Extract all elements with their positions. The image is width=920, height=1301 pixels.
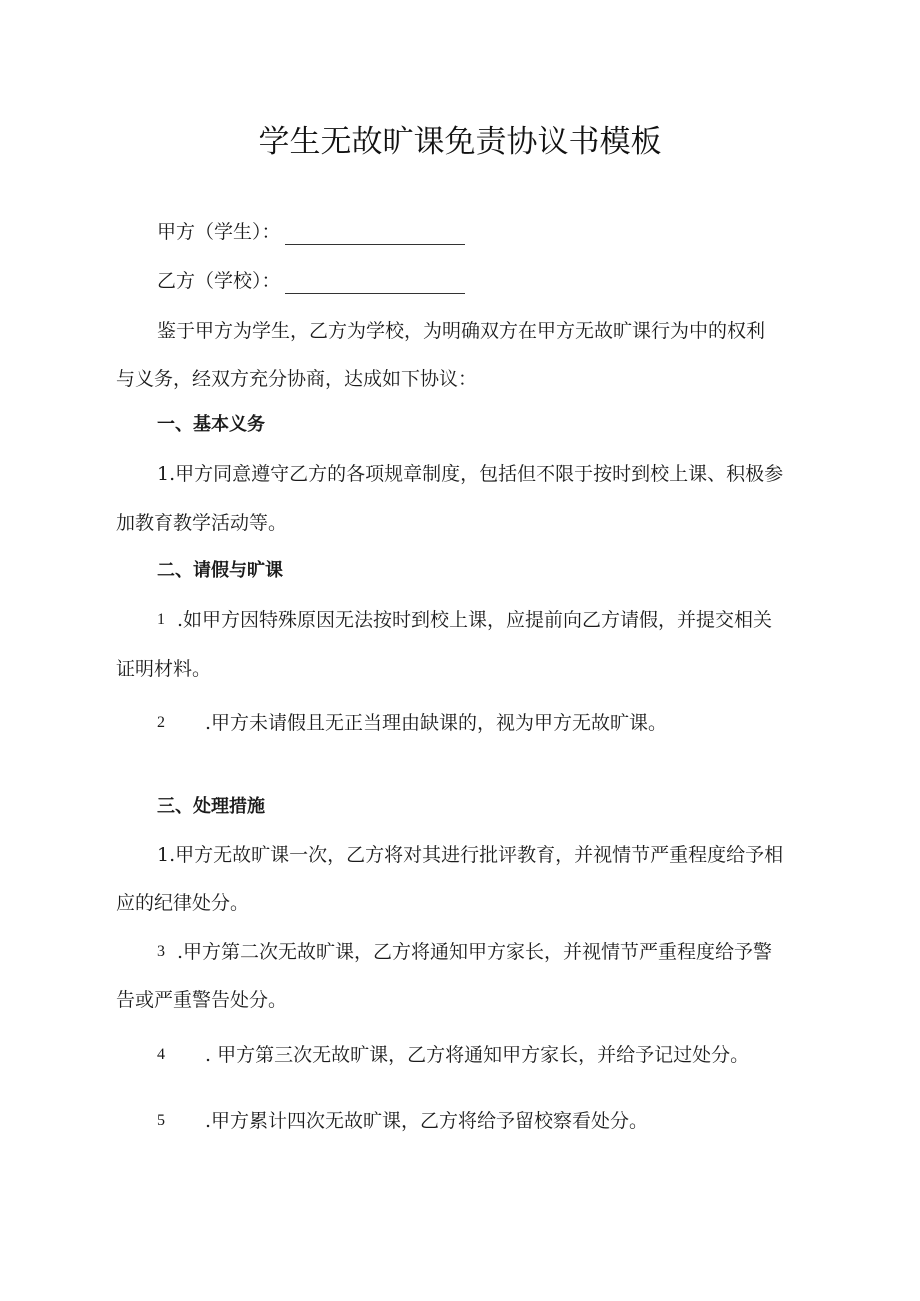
intro-line-2: 与义务，经双方充分协商，达成如下协议： bbox=[116, 368, 478, 390]
section-1-item-1-line-2: 加教育教学活动等。 bbox=[116, 512, 288, 534]
document-title: 学生无故旷课免责协议书模板 bbox=[258, 124, 662, 160]
section-3-item-1-line-1: 1.甲方无故旷课一次，乙方将对其进行批评教育，并视情节严重程度给予相 bbox=[157, 844, 784, 866]
party-a-blank bbox=[285, 224, 465, 245]
section-3-item-5-number: 5 bbox=[157, 1112, 165, 1129]
section-3-item-4-number: 4 bbox=[157, 1046, 165, 1063]
section-2-heading: 二、请假与旷课 bbox=[157, 560, 283, 581]
section-1-heading: 一、基本义务 bbox=[157, 414, 265, 435]
party-a-line bbox=[157, 219, 465, 245]
section-3-item-3-line-1: .甲方第二次无故旷课，乙方将通知甲方家长，并视情节严重程度给予警 bbox=[177, 941, 773, 963]
section-1-item-1-line-1: 1.甲方同意遵守乙方的各项规章制度，包括但不限于按时到校上课、积极参 bbox=[157, 463, 784, 485]
party-a-label: 甲方（学生）： bbox=[157, 221, 281, 243]
section-3-item-1-line-2: 应的纪律处分。 bbox=[116, 892, 250, 914]
section-3-item-4-line-1: . 甲方第三次无故旷课，乙方将通知甲方家长，并给予记过处分。 bbox=[205, 1044, 750, 1066]
section-3-item-3-number: 3 bbox=[157, 943, 165, 960]
section-2-item-2-number: 2 bbox=[157, 714, 165, 731]
section-2-item-1-number: 1 bbox=[157, 611, 165, 628]
section-3-item-3-line-2: 告或严重警告处分。 bbox=[116, 989, 288, 1011]
section-2-item-1-line-2: 证明材料。 bbox=[116, 658, 212, 680]
section-2-item-2-line-1: .甲方未请假且无正当理由缺课的，视为甲方无故旷课。 bbox=[205, 712, 668, 734]
section-3-item-5-line-1: .甲方累计四次无故旷课，乙方将给予留校察看处分。 bbox=[205, 1110, 649, 1132]
party-b-line bbox=[157, 268, 465, 294]
section-3-heading: 三、处理措施 bbox=[157, 796, 265, 817]
party-b-label: 乙方（学校）： bbox=[157, 270, 281, 292]
party-b-blank bbox=[285, 273, 465, 294]
section-2-item-1-line-1: .如甲方因特殊原因无法按时到校上课，应提前向乙方请假，并提交相关 bbox=[177, 609, 773, 631]
intro-line-1: 鉴于甲方为学生，乙方为学校，为明确双方在甲方无故旷课行为中的权利 bbox=[157, 320, 766, 342]
